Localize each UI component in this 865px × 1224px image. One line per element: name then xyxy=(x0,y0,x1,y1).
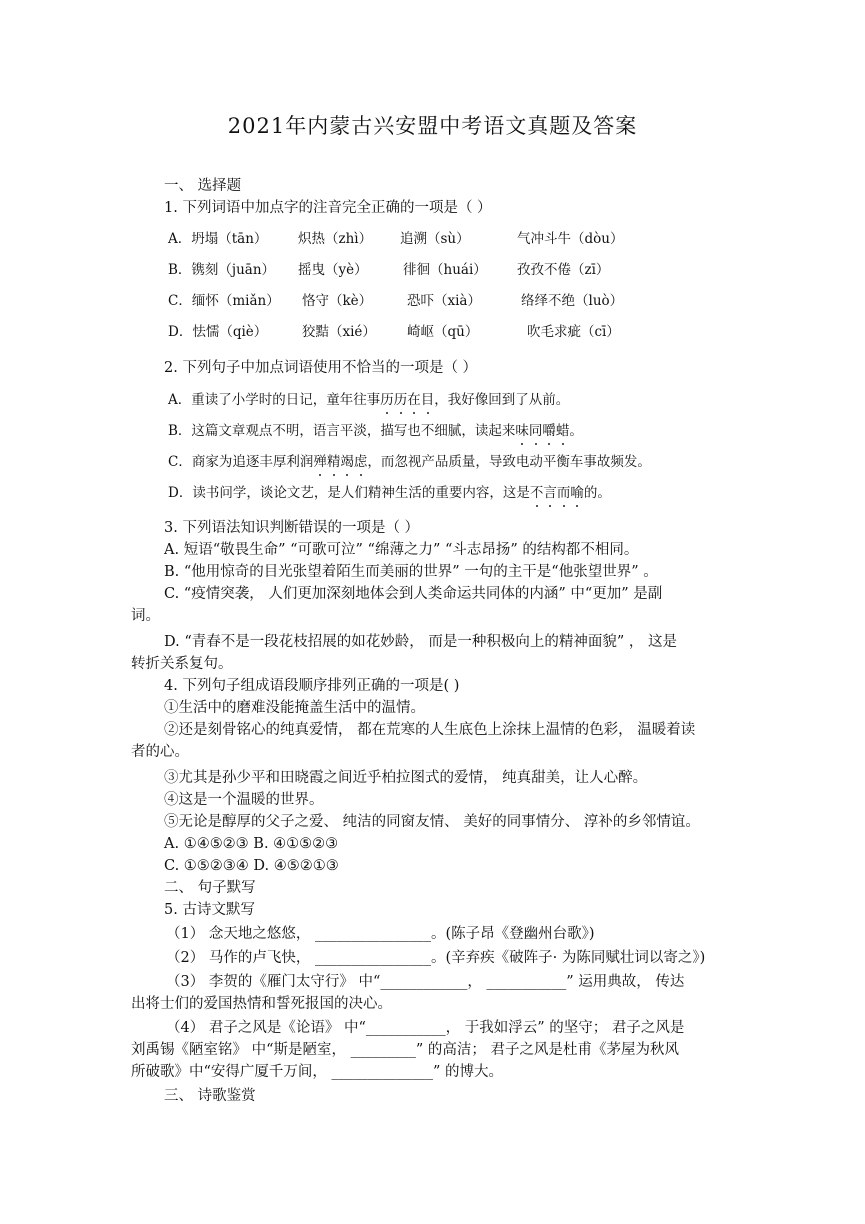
section-heading-dictation: 二、 句子默写 xyxy=(164,880,256,896)
q5-line-4c: 所破歌》中“安得广厦千万间， ______________” 的博大。 xyxy=(131,1064,504,1080)
q4-sentence-4: ④这是一个温暖的世界。 xyxy=(164,792,324,808)
q4-sentence-5: ⑤无论是醇厚的父子之爱、 纯洁的同窗友情、 美好的同事情分、 淳补的乡邻情谊。 xyxy=(164,814,700,830)
dotted-char: 在 xyxy=(407,392,421,408)
q2-option-c xyxy=(168,452,651,472)
q2-option-d-dotted xyxy=(530,485,584,501)
q4-sentence-3: ③尤其是孙少平和田晓霞之间近乎柏拉图式的爱情， 纯真甜美，让人心醉。 xyxy=(164,770,648,786)
q2-option-c-pre: C．商家为追逐丰厚利润 xyxy=(168,454,314,470)
q2-option-d-pre: D．读书问学，谈论文艺，是人们精神生活的重要内容，这是 xyxy=(168,485,530,501)
q4-options-ab: A. ①④⑤②③ B. ④①⑤②③ xyxy=(164,836,339,852)
q3-option-c-line2: 词。 xyxy=(131,608,160,624)
section-heading-choice: 一、 选择题 xyxy=(164,178,242,194)
q2-option-a-dotted xyxy=(380,392,434,408)
q1-option-d-1: D．怯懦（qiè） xyxy=(168,324,268,340)
q1-option-a-1: A．坍塌（tān） xyxy=(168,231,268,247)
q5-line-2: （2） 马作的卢飞快， ________________。(辛弃疾《破阵子· 为陈同赋壮词以寄之》) xyxy=(166,950,706,966)
q4-options-cd: C. ①⑤②③④ D. ④⑤②①③ xyxy=(164,858,339,874)
q2-option-a xyxy=(168,390,569,410)
q4-sentence-1: ①生活中的磨难没能掩盖生活中的温情。 xyxy=(164,700,425,716)
q2-option-d xyxy=(168,483,611,503)
dotted-char: 同 xyxy=(528,423,543,439)
q1-option-b-2: 摇曳（yè） xyxy=(298,262,368,278)
q3-option-d-line2: 转折关系复句。 xyxy=(131,656,233,672)
q5-line-3a: （3） 李贺的《雁门太守行》 中“____________， ___________” 运用典故， 传达 xyxy=(166,974,685,990)
q2-option-b-pre: B．这篇文章观点不明，语言平淡，描写也不细腻，读起来 xyxy=(168,423,516,439)
question-5-stem: 5. 古诗文默写 xyxy=(164,902,255,918)
q1-option-d-4: 吹毛求疵（cī） xyxy=(527,324,620,340)
question-2-stem: 2. 下列句子中加点词语使用不恰当的一项是（ ） xyxy=(164,360,478,376)
q4-sentence-2-line1: ②还是刻骨铭心的纯真爱情， 都在荒寒的人生底色上涂抹上温情的色彩， 温暖着读 xyxy=(164,722,696,738)
dotted-char: 喻 xyxy=(570,485,584,501)
q2-option-d-post: 的。 xyxy=(583,485,611,501)
q3-option-d-line1: D. “青春不是一段花枝招展的如花妙龄， 而是一种积极向上的精神面貌” ， 这是 xyxy=(164,634,677,650)
question-4-stem: 4. 下列句子组成语段顺序排列正确的一项是( ) xyxy=(164,678,460,694)
q2-option-a-post: ，我好像回到了从前。 xyxy=(434,392,570,408)
dotted-char: 竭 xyxy=(340,454,354,470)
q5-line-4a: （4） 君子之风是《论语》 中“___________， 于我如浮云” 的坚守； 君子之风是 xyxy=(166,1020,685,1036)
q1-option-b-1: B．镌刻（juān） xyxy=(168,262,276,278)
q1-option-d-2: 狡黠（xié） xyxy=(302,324,376,340)
q4-sentence-2-line2: 者的心。 xyxy=(131,744,189,760)
dotted-char: 言 xyxy=(543,485,557,501)
q1-option-b-4: 孜孜不倦（zī） xyxy=(517,262,610,278)
dotted-char: 嚼 xyxy=(542,423,556,439)
q1-option-d-3: 崎岖（qū） xyxy=(407,324,479,340)
dotted-char: 而 xyxy=(556,485,571,501)
dotted-char: 味 xyxy=(515,423,529,439)
q5-line-3b: 出将士们的爱国热情和誓死报国的决心。 xyxy=(131,996,392,1012)
q2-option-b-dotted xyxy=(515,423,569,439)
dotted-char: 目 xyxy=(420,392,435,408)
dotted-char: 不 xyxy=(529,485,544,501)
q2-option-c-post: ，而忽视产品质量，导致电动平衡车事故频发。 xyxy=(367,454,651,470)
section-heading-poetry: 三、 诗歌鉴赏 xyxy=(164,1088,256,1104)
q1-option-c-1: C．缅怀（miǎn） xyxy=(168,293,280,309)
dotted-char: 殚 xyxy=(313,454,327,470)
dotted-char: 历 xyxy=(380,392,394,408)
q2-option-b-post: 。 xyxy=(569,423,583,439)
question-1-stem: 1. 下列词语中加点字的注音完全正确的一项是（ ） xyxy=(164,200,492,216)
q3-option-b: B. “他用惊奇的目光张望着陌生而美丽的世界” 一句的主干是“他张望世界” 。 xyxy=(164,564,658,580)
q1-option-c-3: 恐吓（xià） xyxy=(407,293,481,309)
q2-option-b xyxy=(168,421,583,441)
q1-option-a-2: 炽热（zhì） xyxy=(298,231,373,247)
q1-option-c-4: 络绎不绝（luò） xyxy=(521,293,624,309)
q1-option-a-3: 追溯（sù） xyxy=(400,231,470,247)
dotted-char: 虑 xyxy=(353,454,368,470)
q1-option-a-4: 气冲斗牛（dòu） xyxy=(517,231,624,247)
q2-option-c-dotted xyxy=(313,454,367,470)
dotted-char: 精 xyxy=(326,454,341,470)
q5-line-4b: 刘禹锡《陋室铭》 中“斯是陋室， _________” 的高洁； 君子之风是杜甫《茅屋为秋风 xyxy=(131,1042,680,1058)
q5-line-1: （1） 念天地之悠悠， ________________。(陈子昂《登幽州台歌》) xyxy=(166,926,595,942)
q2-option-a-pre: A．重读了小学时的日记，童年往事 xyxy=(168,392,381,408)
question-3-stem: 3. 下列语法知识判断错误的一项是（ ） xyxy=(164,520,420,536)
q1-option-b-3: 徘徊（huái） xyxy=(403,262,487,278)
q3-option-c-line1: C. “疫情突袭， 人们更加深刻地体会到人类命运共同体的内涵” 中“更加” 是副 xyxy=(164,586,663,602)
document-title: 2021年内蒙古兴安盟中考语文真题及答案 xyxy=(227,114,638,138)
q3-option-a: A. 短语“敬畏生命” “可歌可泣” “绵薄之力” “斗志昂扬” 的结构都不相同。 xyxy=(164,542,639,558)
dotted-char: 蜡 xyxy=(555,423,570,439)
q1-option-c-2: 恪守（kè） xyxy=(302,293,373,309)
dotted-char: 历 xyxy=(393,392,408,408)
